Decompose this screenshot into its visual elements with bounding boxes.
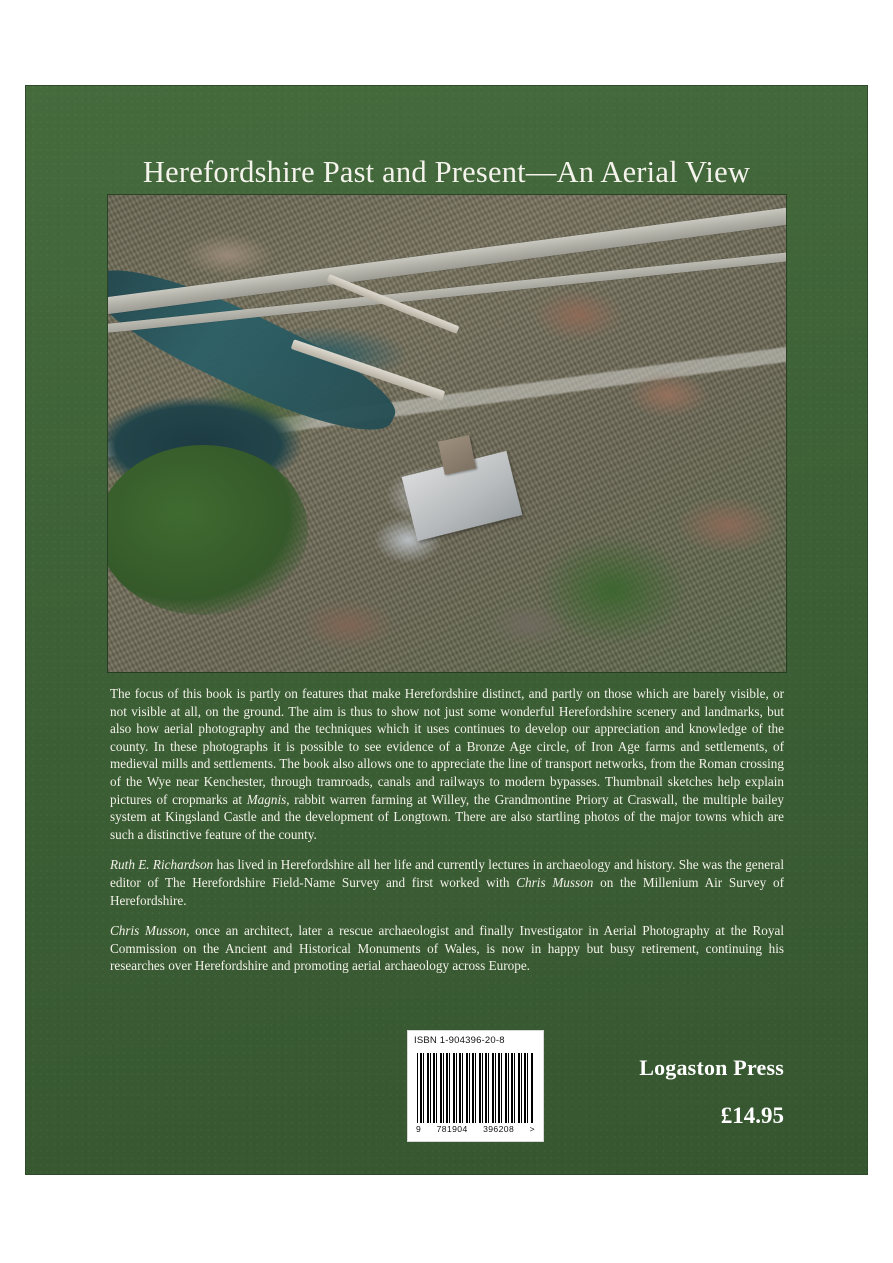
barcode [407,1030,544,1142]
price-label: £14.95 [720,1103,784,1128]
barcode-digits [416,1124,535,1134]
barcode-digit-prefix: 9 [416,1124,422,1134]
blurb-paragraph-author-musson: Chris Musson, once an architect, later a rescue archaeologist and finally Investigator in Aerial Photography at the Royal Commission on the Ancient and Historical Monuments of Wales, is now in happy but busy retirement, continuing his researches over Herefordshire and promoting aerial archaeology across Europe. [110,923,784,974]
publisher-name: Logaston Press [639,1055,784,1080]
back-cover-blurb [110,685,784,975]
barcode-bars [417,1053,534,1123]
aerial-photograph-hereford-city [108,195,786,672]
blurb-paragraph-book-description: The focus of this book is partly on features that make Herefordshire distinct, and partly on those which are barely visible, or not visible at all, on the ground. The aim is thus to show not just some wonderful Herefordshire scenery and landmarks, but also how aerial photography and the techniques which it uses continues to develop our appreciation and knowledge of the county. In these photographs it is possible to see evidence of a Bronze Age circle, of Iron Age farms and settlements, of medieval mills and settlements. The book also allows one to appreciate the line of transport networks, from the Roman crossing of the Wye near Kenchester, through tramroads, canals and railways to modern bypasses. Thumbnail sketches help explain pictures of cropmarks at Magnis, rabbit warren farming at Willey, the Grandmontine Priory at Craswall, the multiple bailey system at Kingsland Castle and the development of Longtown. There are also startling photos of the major towns which are such a distinctive feature of the county. [110,686,784,842]
barcode-digit-group-2: 396208 [483,1124,515,1134]
barcode-digit-suffix: > [529,1124,535,1134]
blurb-paragraph-author-richardson: Ruth E. Richardson has lived in Herefordshire all her life and currently lectures in archaeology and history. She was the general editor of The Herefordshire Field-Name Survey and first worked with Chris Musson on the Millenium Air Survey of Herefordshire. [110,857,784,908]
barcode-digit-group-1: 781904 [436,1124,468,1134]
photo-cathedral-tower [438,435,476,475]
book-cover [25,85,868,1175]
page-title: Herefordshire Past and Present—An Aerial View [142,155,751,190]
isbn-label: ISBN 1-904396-20-8 [414,1035,505,1046]
photo-parkland-right [538,535,688,645]
